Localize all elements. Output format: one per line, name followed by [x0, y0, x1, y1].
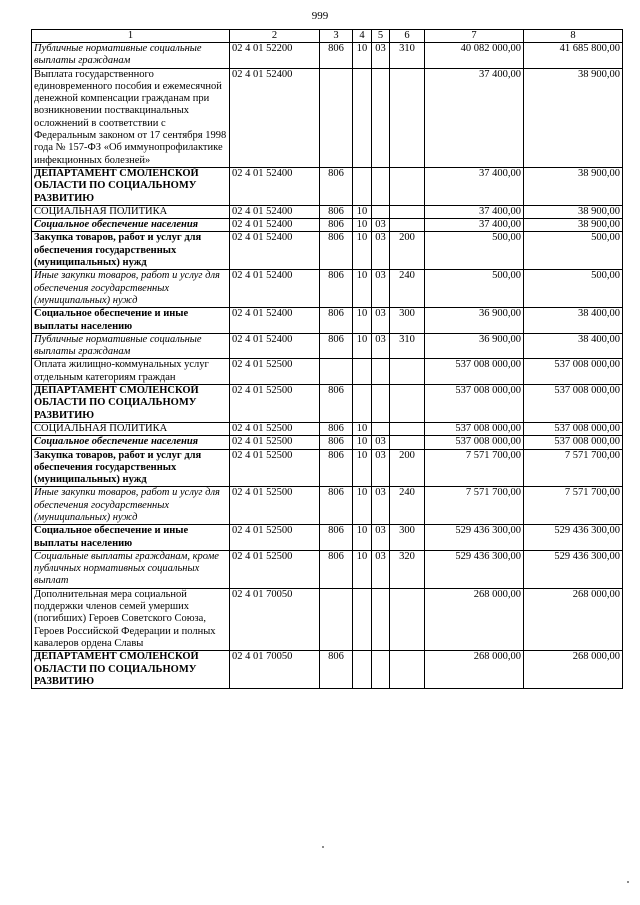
amount-col-8: 38 400,00 — [524, 308, 623, 334]
column-header-1: 1 — [32, 30, 230, 43]
amount-col-7: 268 000,00 — [425, 651, 524, 689]
amount-col-7: 7 571 700,00 — [425, 449, 524, 487]
amount-col-7: 37 400,00 — [425, 68, 524, 167]
ministry-code: 806 — [320, 308, 353, 334]
amount-col-8: 537 008 000,00 — [524, 436, 623, 449]
table-body — [32, 30, 623, 689]
section-code: 10 — [353, 43, 372, 69]
table-row — [32, 270, 623, 308]
row-name: Иные закупки товаров, работ и услуг для обеспечения государственных (муниципальных) нужд — [32, 270, 230, 308]
subsection-code — [372, 205, 390, 218]
section-code: 10 — [353, 449, 372, 487]
subsection-code — [372, 385, 390, 423]
ministry-code — [320, 588, 353, 650]
amount-col-8: 7 571 700,00 — [524, 449, 623, 487]
row-name: Социальное обеспечение и иные выплаты населению — [32, 308, 230, 334]
amount-col-7: 37 400,00 — [425, 205, 524, 218]
amount-col-8: 38 900,00 — [524, 68, 623, 167]
expense-type-code: 310 — [390, 333, 425, 359]
expense-type-code — [390, 205, 425, 218]
expense-type-code: 300 — [390, 308, 425, 334]
column-header-2: 2 — [230, 30, 320, 43]
section-code — [353, 385, 372, 423]
target-code: 02 4 01 52500 — [230, 525, 320, 551]
target-code: 02 4 01 52500 — [230, 487, 320, 525]
amount-col-8: 268 000,00 — [524, 588, 623, 650]
amount-col-8: 537 008 000,00 — [524, 385, 623, 423]
subsection-code — [372, 422, 390, 435]
row-name: Публичные нормативные социальные выплаты гражданам — [32, 333, 230, 359]
table-row — [32, 525, 623, 551]
expense-type-code: 240 — [390, 270, 425, 308]
amount-col-7: 37 400,00 — [425, 167, 524, 205]
ministry-code: 806 — [320, 487, 353, 525]
expense-type-code: 200 — [390, 232, 425, 270]
subsection-code: 03 — [372, 525, 390, 551]
column-header-8: 8 — [524, 30, 623, 43]
target-code: 02 4 01 52200 — [230, 43, 320, 69]
row-name: ДЕПАРТАМЕНТ СМОЛЕНСКОЙ ОБЛАСТИ ПО СОЦИАЛЬНОМУ РАЗВИТИЮ — [32, 385, 230, 423]
amount-col-8: 537 008 000,00 — [524, 422, 623, 435]
row-name: Публичные нормативные социальные выплаты гражданам — [32, 43, 230, 69]
amount-col-7: 36 900,00 — [425, 333, 524, 359]
subsection-code — [372, 68, 390, 167]
expense-type-code: 240 — [390, 487, 425, 525]
amount-col-8: 7 571 700,00 — [524, 487, 623, 525]
row-name: Дополнительная мера социальной поддержки членов семей умерших (погибших) Героев Советского Союза, Героев Российской Федерации и полных кавалеров ордена Славы — [32, 588, 230, 650]
expense-type-code — [390, 359, 425, 385]
expense-type-code — [390, 385, 425, 423]
row-name: Социальное обеспечение и иные выплаты населению — [32, 525, 230, 551]
section-code: 10 — [353, 550, 372, 588]
target-code: 02 4 01 70050 — [230, 588, 320, 650]
subsection-code — [372, 359, 390, 385]
expense-type-code — [390, 651, 425, 689]
amount-col-8: 41 685 800,00 — [524, 43, 623, 69]
target-code: 02 4 01 52400 — [230, 333, 320, 359]
column-header-4: 4 — [353, 30, 372, 43]
table-row — [32, 487, 623, 525]
amount-col-8: 529 436 300,00 — [524, 525, 623, 551]
amount-col-7: 40 082 000,00 — [425, 43, 524, 69]
row-name: Закупка товаров, работ и услуг для обеспечения государственных (муниципальных) нужд — [32, 449, 230, 487]
header-row — [32, 30, 623, 43]
table-row — [32, 205, 623, 218]
ministry-code: 806 — [320, 449, 353, 487]
target-code: 02 4 01 52400 — [230, 308, 320, 334]
ministry-code: 806 — [320, 436, 353, 449]
column-header-3: 3 — [320, 30, 353, 43]
expense-type-code: 200 — [390, 449, 425, 487]
row-name: Социальные выплаты гражданам, кроме публичных нормативных социальных выплат — [32, 550, 230, 588]
row-name: СОЦИАЛЬНАЯ ПОЛИТИКА — [32, 422, 230, 435]
section-code: 10 — [353, 525, 372, 551]
table-row — [32, 68, 623, 167]
column-header-6: 6 — [390, 30, 425, 43]
amount-col-7: 537 008 000,00 — [425, 359, 524, 385]
amount-col-8: 38 400,00 — [524, 333, 623, 359]
section-code: 10 — [353, 422, 372, 435]
section-code: 10 — [353, 270, 372, 308]
row-name: Закупка товаров, работ и услуг для обеспечения государственных (муниципальных) нужд — [32, 232, 230, 270]
amount-col-7: 537 008 000,00 — [425, 422, 524, 435]
amount-col-8: 500,00 — [524, 270, 623, 308]
page-number: 999 — [311, 10, 329, 22]
amount-col-8: 38 900,00 — [524, 219, 623, 232]
budget-table — [31, 29, 623, 689]
ministry-code: 806 — [320, 651, 353, 689]
target-code: 02 4 01 52400 — [230, 232, 320, 270]
table-row — [32, 167, 623, 205]
expense-type-code — [390, 588, 425, 650]
ministry-code: 806 — [320, 550, 353, 588]
scan-speck — [322, 846, 324, 848]
amount-col-7: 37 400,00 — [425, 219, 524, 232]
section-code: 10 — [353, 487, 372, 525]
table-row — [32, 219, 623, 232]
ministry-code: 806 — [320, 333, 353, 359]
ministry-code: 806 — [320, 205, 353, 218]
target-code: 02 4 01 70050 — [230, 651, 320, 689]
row-name: СОЦИАЛЬНАЯ ПОЛИТИКА — [32, 205, 230, 218]
expense-type-code — [390, 436, 425, 449]
target-code: 02 4 01 52500 — [230, 550, 320, 588]
target-code: 02 4 01 52500 — [230, 436, 320, 449]
row-name: ДЕПАРТАМЕНТ СМОЛЕНСКОЙ ОБЛАСТИ ПО СОЦИАЛЬНОМУ РАЗВИТИЮ — [32, 167, 230, 205]
scan-speck — [627, 881, 629, 883]
amount-col-7: 500,00 — [425, 232, 524, 270]
expense-type-code — [390, 68, 425, 167]
row-name: Социальное обеспечение населения — [32, 436, 230, 449]
row-name: Иные закупки товаров, работ и услуг для обеспечения государственных (муниципальных) нужд — [32, 487, 230, 525]
subsection-code: 03 — [372, 219, 390, 232]
target-code: 02 4 01 52400 — [230, 167, 320, 205]
ministry-code: 806 — [320, 43, 353, 69]
target-code: 02 4 01 52400 — [230, 68, 320, 167]
section-code: 10 — [353, 436, 372, 449]
section-code: 10 — [353, 219, 372, 232]
section-code — [353, 167, 372, 205]
table-row — [32, 550, 623, 588]
row-name: Оплата жилищно-коммунальных услуг отдельным категориям граждан — [32, 359, 230, 385]
target-code: 02 4 01 52500 — [230, 422, 320, 435]
expense-type-code: 310 — [390, 43, 425, 69]
table-row — [32, 232, 623, 270]
ministry-code: 806 — [320, 167, 353, 205]
target-code: 02 4 01 52500 — [230, 449, 320, 487]
target-code: 02 4 01 52500 — [230, 359, 320, 385]
row-name: ДЕПАРТАМЕНТ СМОЛЕНСКОЙ ОБЛАСТИ ПО СОЦИАЛЬНОМУ РАЗВИТИЮ — [32, 651, 230, 689]
section-code: 10 — [353, 205, 372, 218]
table-row — [32, 436, 623, 449]
amount-col-7: 529 436 300,00 — [425, 525, 524, 551]
expense-type-code: 320 — [390, 550, 425, 588]
table-row — [32, 333, 623, 359]
section-code: 10 — [353, 308, 372, 334]
row-name: Социальное обеспечение населения — [32, 219, 230, 232]
table-row — [32, 588, 623, 650]
subsection-code — [372, 167, 390, 205]
table-row — [32, 449, 623, 487]
amount-col-7: 537 008 000,00 — [425, 385, 524, 423]
ministry-code: 806 — [320, 385, 353, 423]
amount-col-7: 529 436 300,00 — [425, 550, 524, 588]
subsection-code: 03 — [372, 436, 390, 449]
subsection-code — [372, 588, 390, 650]
amount-col-8: 268 000,00 — [524, 651, 623, 689]
target-code: 02 4 01 52400 — [230, 205, 320, 218]
subsection-code: 03 — [372, 449, 390, 487]
ministry-code — [320, 359, 353, 385]
column-header-5: 5 — [372, 30, 390, 43]
amount-col-8: 529 436 300,00 — [524, 550, 623, 588]
table-row — [32, 422, 623, 435]
ministry-code: 806 — [320, 219, 353, 232]
column-header-7: 7 — [425, 30, 524, 43]
ministry-code: 806 — [320, 525, 353, 551]
amount-col-7: 537 008 000,00 — [425, 436, 524, 449]
table-row — [32, 651, 623, 689]
expense-type-code — [390, 167, 425, 205]
subsection-code: 03 — [372, 550, 390, 588]
subsection-code: 03 — [372, 43, 390, 69]
target-code: 02 4 01 52500 — [230, 385, 320, 423]
section-code: 10 — [353, 232, 372, 270]
subsection-code: 03 — [372, 487, 390, 525]
ministry-code: 806 — [320, 232, 353, 270]
amount-col-7: 7 571 700,00 — [425, 487, 524, 525]
expense-type-code — [390, 422, 425, 435]
expense-type-code: 300 — [390, 525, 425, 551]
section-code: 10 — [353, 333, 372, 359]
amount-col-7: 36 900,00 — [425, 308, 524, 334]
amount-col-8: 537 008 000,00 — [524, 359, 623, 385]
section-code — [353, 359, 372, 385]
row-name: Выплата государственного единовременного пособия и ежемесячной денежной компенсации гражданам при возникновении поствакцинальных осложнений в соответствии с Федеральным законом от 17 сентября 1998 года № 157-ФЗ «Об иммунопрофилактике инфекционных болезней» — [32, 68, 230, 167]
amount-col-8: 38 900,00 — [524, 205, 623, 218]
amount-col-8: 38 900,00 — [524, 167, 623, 205]
target-code: 02 4 01 52400 — [230, 270, 320, 308]
table-row — [32, 385, 623, 423]
expense-type-code — [390, 219, 425, 232]
amount-col-8: 500,00 — [524, 232, 623, 270]
table-row — [32, 43, 623, 69]
section-code — [353, 651, 372, 689]
section-code — [353, 68, 372, 167]
table-row — [32, 359, 623, 385]
target-code: 02 4 01 52400 — [230, 219, 320, 232]
subsection-code: 03 — [372, 333, 390, 359]
subsection-code: 03 — [372, 270, 390, 308]
subsection-code: 03 — [372, 308, 390, 334]
amount-col-7: 268 000,00 — [425, 588, 524, 650]
ministry-code: 806 — [320, 422, 353, 435]
section-code — [353, 588, 372, 650]
table-row — [32, 308, 623, 334]
ministry-code: 806 — [320, 270, 353, 308]
amount-col-7: 500,00 — [425, 270, 524, 308]
subsection-code: 03 — [372, 232, 390, 270]
subsection-code — [372, 651, 390, 689]
ministry-code — [320, 68, 353, 167]
